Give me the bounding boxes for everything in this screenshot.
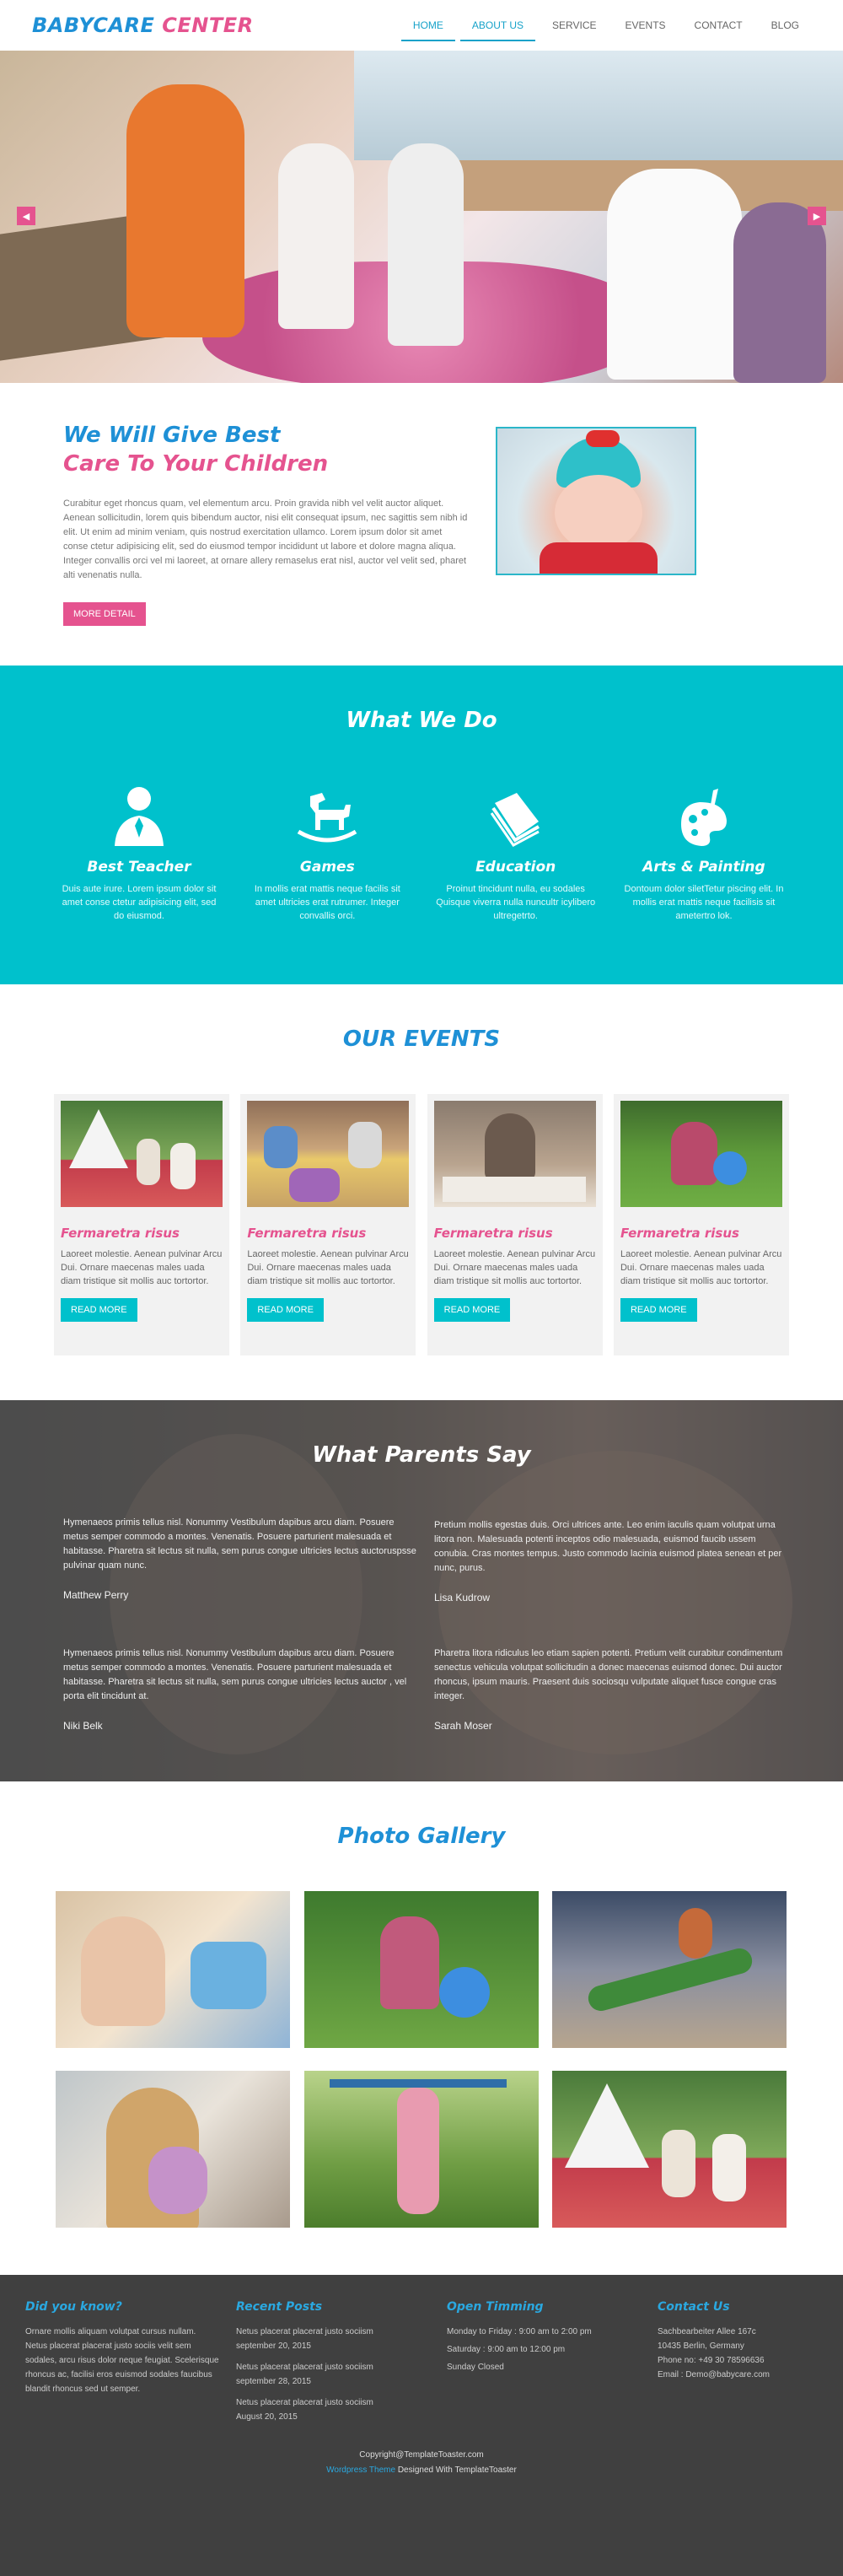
logo-text-part1: BABYCARE [32,13,155,37]
hero-image-figure [126,84,244,337]
footer-heading: Did you know? [25,2300,122,2314]
footer-contact [658,2300,818,2382]
event-image [247,1101,409,1207]
testimonial [63,1646,417,1733]
nav-item-contact[interactable]: CONTACT [694,19,743,31]
nav-item-service[interactable]: SERVICE [552,19,597,31]
hero-image-figure [388,143,464,346]
rocking-horse-icon [247,779,407,855]
hero-slider [0,51,843,383]
photo-baby-shirt [540,542,658,575]
testimonial-author: Matthew Perry [63,1589,129,1601]
about-title-line2: Care To Your Children [63,451,329,477]
event-text: Laoreet molestie. Aenean pulvinar Arcu Dui. Ornare maecenas males uada diam tristique sit mollis auc tortortor. [61,1249,223,1286]
hero-image-figure [278,143,354,329]
events-list [54,1094,789,1355]
logo-text-part2: CENTER [162,13,254,37]
post-date: september 28, 2015 [236,2377,311,2386]
event-text: Laoreet molestie. Aenean pulvinar Arcu Dui. Ornare maecenas males uada diam tristique sit mollis auc tortortor. [433,1249,596,1286]
contact-email[interactable]: Email : Demo@babycare.com [658,2370,770,2379]
event-title: Fermaretra risus [247,1226,367,1241]
read-more-button[interactable]: READ MORE [434,1298,511,1322]
testimonial [63,1516,417,1603]
service-title: Best Teacher [87,859,191,876]
contact-line: Phone no: +49 30 78596636 [658,2356,765,2365]
site-logo[interactable] [32,13,254,37]
nav-item-events[interactable]: EVENTS [625,19,666,31]
hero-image-figure [733,202,826,383]
event-title: Fermaretra risus [433,1226,553,1241]
timing-line: Sunday Closed [447,2363,504,2372]
service-text: Duis aute irure. Lorem ipsum dolor sit amet conse ctetur adipisicing elit, sed do eiusmod. [62,884,217,921]
about-title [63,421,328,478]
service-text: Dontoum dolor siletTetur piscing elit. In mollis erat mattis neque facilisis sit ametertro lok. [624,884,784,921]
testimonial [434,1646,788,1733]
footer-heading: Recent Posts [236,2300,323,2314]
about-section [0,383,843,666]
testimonials-title: What Parents Say [312,1442,531,1468]
events-section [0,984,843,1400]
service-item [624,779,784,923]
post-title[interactable]: Netus placerat placerat justo sociism [236,2363,373,2372]
gallery-image[interactable] [304,2071,539,2228]
read-more-button[interactable]: READ MORE [620,1298,697,1322]
service-title: Arts & Painting [642,859,765,876]
footer-post[interactable] [236,2325,430,2353]
testimonial-text: Pharetra litora ridiculus leo etiam sapien potenti. Pretium velit curabitur condimentum senectus vehicula volutpat sollicitudin a donec maecenas euismod donec. Dui auctor rhoncus, ipsum mauris. Praesent duis sociosqu vulputate aliquet fusce congue cras integer. [434,1648,783,1701]
testimonial-text: Hymenaeos primis tellus nisl. Nonummy Vestibulum dapibus arcu diam. Posuere metus semper commodo a montes. Venenatis. Posuere parturient malesuada et habitasse. Pharetra sit lectus sit nulla, sem purus congue ultricies lectus auctor , vel porta elit tincidunt at. [63,1648,407,1701]
testimonial-text: Pretium mollis egestas duis. Orci ultrices ante. Leo enim iaculis quam volutpat urna litora non. Malesuada potenti inceptos odio malesuada, euismod faucib ussem conubia. Cras montes tempus. Justo commodo lacinia euismod platea senean et per nunc, purus. [434,1520,782,1573]
gallery-image[interactable] [552,2071,787,2228]
event-image [434,1101,596,1207]
photo-baby-bow [586,430,620,447]
service-title: Games [299,859,355,876]
post-date: september 20, 2015 [236,2342,311,2351]
event-card [614,1094,789,1355]
nav-item-blog[interactable]: BLOG [771,19,799,31]
service-item [436,779,596,923]
timing-line: Monday to Friday : 9:00 am to 2:00 pm [447,2327,592,2336]
testimonial-author: Sarah Moser [434,1720,492,1732]
event-title: Fermaretra risus [61,1226,180,1241]
what-we-do-section [0,666,843,984]
testimonial-text: Hymenaeos primis tellus nisl. Nonummy Vestibulum dapibus arcu diam. Posuere metus semper commodo a montes. Venenatis. Posuere parturient malesuada et habitasse. Pharetra sit lectus sit nulla, sem purus congue ultricies lectus auctoruspsse pulvinar quam nunc. [63,1517,416,1571]
gallery-image[interactable] [56,2071,290,2228]
footer-heading: Contact Us [658,2300,730,2314]
site-footer [0,2275,843,2576]
service-title: Education [475,859,556,876]
contact-line: 10435 Berlin, Germany [658,2342,744,2351]
main-nav [401,9,811,41]
event-text: Laoreet molestie. Aenean pulvinar Arcu Dui. Ornare maecenas males uada diam tristique sit mollis auc tortortor. [247,1249,409,1286]
service-item [59,779,219,923]
post-date: August 20, 2015 [236,2412,298,2422]
arrow-left-icon[interactable]: ◀ [17,207,35,225]
footer-post[interactable] [236,2395,430,2424]
book-icon [436,779,596,855]
post-title[interactable]: Netus placerat placerat justo sociism [236,2327,373,2336]
footer-did-you-know [25,2300,219,2396]
event-card [427,1094,603,1355]
gallery-section [0,1781,843,2275]
credit-text: Designed With TemplateToaster [395,2466,517,2475]
arrow-right-icon[interactable]: ▶ [808,207,826,225]
footer-recent-posts [236,2300,430,2431]
copyright [0,2448,843,2478]
testimonials-section [0,1400,843,1781]
service-text: Proinut tincidunt nulla, eu sodales Quisque viverra nulla nuncultr icylibero ultregetrto. [436,884,596,921]
wordpress-theme-link[interactable]: Wordpress Theme [326,2466,396,2475]
site-header [0,0,843,51]
copyright-text: Copyright@TemplateToaster.com [359,2450,484,2460]
event-text: Laoreet molestie. Aenean pulvinar Arcu Dui. Ornare maecenas males uada diam tristique sit mollis auc tortortor. [620,1249,782,1286]
gallery-image[interactable] [304,1891,539,2048]
gallery-image[interactable] [552,1891,787,2048]
post-title[interactable]: Netus placerat placerat justo sociism [236,2398,373,2407]
nav-item-home[interactable]: HOME [401,9,455,41]
gallery-image[interactable] [56,1891,290,2048]
events-title: OUR EVENTS [342,1027,501,1052]
event-card [54,1094,229,1355]
event-image [620,1101,782,1207]
nav-item-about-us[interactable]: ABOUT US [460,9,535,41]
testimonial-author: Lisa Kudrow [434,1592,491,1603]
footer-text: Ornare mollis aliquam volutpat cursus nullam. Netus placerat placerat justo sociis velit sem sodales, arcu risus dolor neque feugiat. Scelerisque rhoncus ac, facilisi eros euismod sodales faucibus blandit rhoncus sed ut semper. [25,2327,219,2394]
photo-baby-face [555,475,642,551]
service-text: In mollis erat mattis neque facilis sit amet ultricies erat rutrumer. Integer convallis orci. [254,884,400,921]
services-list [59,779,784,923]
footer-post[interactable] [236,2360,430,2389]
footer-heading: Open Timming [447,2300,544,2314]
testimonial [434,1518,788,1605]
footer-open-timing [447,2300,641,2374]
read-more-button[interactable]: READ MORE [247,1298,324,1322]
event-card [240,1094,416,1355]
service-item [247,779,407,923]
credit-line [0,2463,843,2478]
about-text: Curabitur eget rhoncus quam, vel elementum arcu. Proin gravida nibh vel velit auctor aliquet. Aenean sollicitudin, lorem quis bibendum auctor, nisi elit consequat ipsum, nec sagittis sem nibh id elit. Ut enim ad minim veniam, quis nostrud exercitation ullamco. Lorem ipsum dolor sit amet conse ctetur adipisicing elit, sed do eiusmod tempor incididunt ut labore et dolore magna aliqua. Integer convallis orci vel mi laoreet, at ornare allery remaselus erat nisl, auctor vel velit sed, pharet alti venenatis nulla. [63,498,468,580]
more-detail-button[interactable]: MORE DETAIL [63,602,146,626]
gallery-title: Photo Gallery [337,1824,506,1849]
hero-image-figure [607,169,742,380]
about-title-line1: We Will Give Best [63,423,281,448]
event-title: Fermaretra risus [620,1226,739,1241]
event-image [61,1101,223,1207]
read-more-button[interactable]: READ MORE [61,1298,137,1322]
testimonial-author: Niki Belk [63,1720,103,1732]
contact-line: Sachbearbeiter Allee 167c [658,2327,756,2336]
what-we-do-title: What We Do [346,708,497,733]
palette-icon [624,779,784,855]
teacher-icon [59,779,219,855]
about-photo [496,427,696,575]
timing-line: Saturday : 9:00 am to 12:00 pm [447,2345,566,2354]
